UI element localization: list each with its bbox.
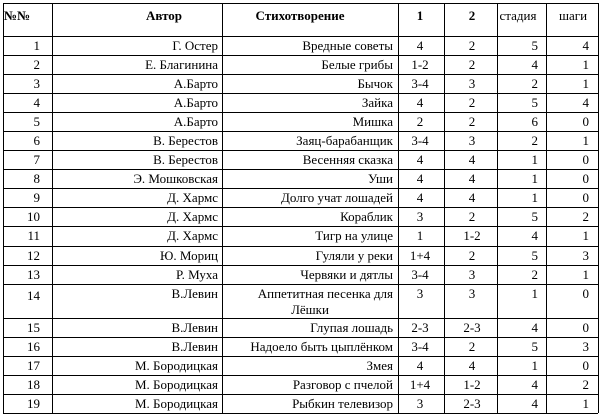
table-row	[34, 38, 590, 53]
cell-stage: 2	[531, 76, 538, 91]
cell-num: 19	[27, 396, 40, 411]
table-row	[27, 339, 589, 354]
cell-author: В. Берестов	[153, 152, 218, 167]
cell-author: А.Барто	[173, 95, 218, 110]
cell-col2: 2	[468, 114, 476, 129]
cell-author: Э. Мошковская	[133, 171, 218, 186]
table-row	[27, 358, 589, 373]
cell-stage: 5	[531, 209, 538, 224]
cell-col2: 2	[468, 38, 476, 53]
cell-steps: 2	[582, 377, 589, 392]
cell-author: Д. Хармс	[167, 190, 218, 205]
cell-poem: Весенняя сказка	[302, 152, 393, 167]
header-author: Автор	[145, 8, 183, 23]
cell-col2: 2	[468, 209, 476, 224]
cell-stage: 5	[531, 95, 538, 110]
cell-col2: 1-2	[463, 377, 481, 392]
cell-steps: 0	[582, 320, 589, 335]
table-row	[27, 286, 589, 317]
cell-stage: 2	[531, 267, 538, 282]
header-poem: Стихотворение	[255, 8, 345, 23]
cell-steps: 1	[582, 267, 589, 282]
table-row	[34, 190, 590, 205]
cell-num: 14	[27, 288, 40, 303]
cell-poem: Надоело быть цыплёнком	[250, 339, 393, 354]
table-row	[34, 152, 590, 167]
cell-num: 11	[27, 228, 40, 243]
cell-col1: 3	[416, 396, 424, 411]
cell-poem: Глупая лошадь	[310, 320, 393, 335]
cell-num: 18	[27, 377, 40, 392]
table-row	[34, 171, 590, 186]
cell-poem: Уши	[367, 171, 393, 186]
cell-col2: 4	[468, 358, 476, 373]
cell-col1: 2	[416, 114, 424, 129]
cell-author: В.Левин	[171, 339, 218, 354]
cell-col1: 4	[416, 171, 424, 186]
cell-steps: 4	[582, 38, 589, 53]
cell-col1: 4	[416, 152, 424, 167]
cell-stage: 1	[531, 190, 538, 205]
cell-steps: 4	[582, 95, 589, 110]
cell-num: 9	[33, 190, 40, 205]
cell-col1: 4	[416, 190, 424, 205]
cell-num: 13	[27, 267, 40, 282]
cell-num: 4	[33, 95, 40, 110]
cell-steps: 3	[582, 248, 589, 263]
cell-poem: Заяц-барабанщик	[296, 133, 393, 148]
cell-num: 7	[33, 152, 40, 167]
cell-steps: 0	[582, 171, 589, 186]
cell-poem: Мишка	[352, 114, 393, 129]
cell-stage: 1	[531, 358, 538, 373]
cell-num: 2	[33, 57, 40, 72]
cell-author: М. Бородицкая	[134, 377, 218, 392]
table-row	[27, 209, 589, 224]
cell-author: Ю. Мориц	[159, 248, 218, 263]
table-row	[27, 320, 589, 335]
cell-col1: 4	[416, 358, 424, 373]
cell-author: Г. Остер	[172, 38, 218, 53]
cell-author: Д. Хармс	[167, 228, 218, 243]
cell-author: В. Берестов	[153, 133, 218, 148]
cell-stage: 4	[531, 320, 538, 335]
cell-col2: 3	[468, 286, 476, 301]
cell-col2: 2	[468, 57, 476, 72]
cell-col1: 3-4	[411, 267, 429, 282]
cell-num: 17	[27, 358, 40, 373]
header-steps: шаги	[558, 8, 588, 23]
table-row	[27, 377, 589, 392]
cell-col2: 1-2	[463, 228, 481, 243]
header-col1: 1	[416, 8, 424, 23]
cell-steps: 0	[582, 190, 589, 205]
cell-num: 8	[33, 171, 40, 186]
cell-col2: 3	[468, 267, 476, 282]
cell-author: Д. Хармс	[167, 209, 218, 224]
cell-author: А.Барто	[173, 76, 218, 91]
cell-num: 1	[33, 38, 40, 53]
cell-col1: 1-2	[411, 57, 429, 72]
cell-num: 3	[33, 76, 40, 91]
cell-stage: 2	[531, 133, 538, 148]
cell-stage: 4	[531, 396, 538, 411]
cell-poem: Аппетитная песенка для	[257, 286, 393, 301]
cell-stage: 4	[531, 228, 538, 243]
cell-author: В.Левин	[171, 320, 218, 335]
cell-num: 6	[33, 133, 40, 148]
cell-col1: 4	[416, 95, 424, 110]
cell-col2: 2	[468, 339, 476, 354]
table-row	[34, 95, 590, 110]
cell-num: 12	[27, 248, 40, 263]
cell-col1: 2-3	[411, 320, 429, 335]
cell-author: Е. Благинина	[145, 57, 218, 72]
cell-col2: 3	[468, 76, 476, 91]
table-row	[34, 114, 590, 129]
cell-author: А.Барто	[173, 114, 218, 129]
cell-col1: 1+4	[409, 248, 431, 263]
cell-steps: 1	[582, 57, 589, 72]
cell-col2: 4	[468, 190, 476, 205]
table-header	[4, 8, 587, 23]
cell-steps: 0	[582, 152, 589, 167]
cell-col2: 4	[468, 152, 476, 167]
cell-steps: 1	[582, 228, 589, 243]
cell-col2: 2-3	[463, 396, 481, 411]
cell-poem: Зайка	[361, 95, 393, 110]
cell-col1: 3	[416, 286, 424, 301]
cell-col1: 1	[416, 228, 424, 243]
table-row	[34, 76, 590, 91]
cell-steps: 0	[582, 358, 589, 373]
cell-stage: 5	[531, 248, 538, 263]
header-col2: 2	[468, 8, 476, 23]
cell-steps: 0	[582, 286, 589, 301]
cell-col1: 3-4	[411, 339, 429, 354]
cell-author: В.Левин	[171, 286, 218, 301]
cell-author: М. Бородицкая	[134, 358, 218, 373]
cell-stage: 5	[531, 38, 538, 53]
cell-col2: 2-3	[463, 320, 481, 335]
cell-poem: Кораблик	[340, 209, 393, 224]
cell-stage: 6	[531, 114, 538, 129]
cell-poem: Белые грибы	[321, 57, 393, 72]
cell-poem: Долго учат лошадей	[281, 190, 393, 205]
cell-stage: 4	[531, 377, 538, 392]
cell-col2: 4	[468, 171, 476, 186]
cell-poem: Бычок	[357, 76, 393, 91]
cell-poem: Гуляли у реки	[315, 248, 393, 263]
cell-col1: 1+4	[409, 377, 431, 392]
cell-steps: 3	[582, 339, 589, 354]
cell-stage: 5	[531, 339, 538, 354]
table-row	[34, 57, 590, 72]
cell-num: 16	[27, 339, 40, 354]
cell-steps: 1	[582, 133, 589, 148]
cell-poem: Червяки и дятлы	[300, 267, 393, 282]
cell-stage: 1	[531, 286, 538, 301]
cell-col1: 4	[416, 38, 424, 53]
cell-col2: 2	[468, 248, 476, 263]
cell-col1: 3	[416, 209, 424, 224]
cell-stage: 1	[531, 171, 538, 186]
table-row	[27, 248, 589, 263]
cell-author: М. Бородицкая	[134, 396, 218, 411]
cell-poem-cont: Лёшки	[291, 302, 329, 317]
cell-steps: 0	[582, 114, 589, 129]
cell-col2: 2	[468, 95, 476, 110]
table-row	[34, 133, 590, 148]
cell-poem: Рыбкин телевизор	[292, 396, 393, 411]
cell-stage: 4	[531, 57, 538, 72]
table-row	[27, 267, 589, 282]
cell-stage: 1	[531, 152, 538, 167]
cell-steps: 1	[582, 396, 589, 411]
cell-col1: 3-4	[411, 133, 429, 148]
table-row	[27, 396, 589, 411]
cell-steps: 2	[582, 209, 589, 224]
cell-num: 15	[27, 320, 40, 335]
table-row	[27, 228, 589, 243]
cell-poem: Змея	[366, 358, 393, 373]
header-num: №№	[4, 8, 31, 23]
cell-num: 10	[27, 209, 40, 224]
cell-poem: Разговор с пчелой	[292, 377, 393, 392]
cell-poem: Вредные советы	[302, 38, 393, 53]
cell-poem: Тигр на улице	[315, 228, 393, 243]
header-stage: стадия	[499, 8, 537, 23]
cell-col2: 3	[468, 133, 476, 148]
cell-author: Р. Муха	[176, 267, 218, 282]
cell-num: 5	[33, 114, 40, 129]
cell-col1: 3-4	[411, 76, 429, 91]
cell-steps: 1	[582, 76, 589, 91]
